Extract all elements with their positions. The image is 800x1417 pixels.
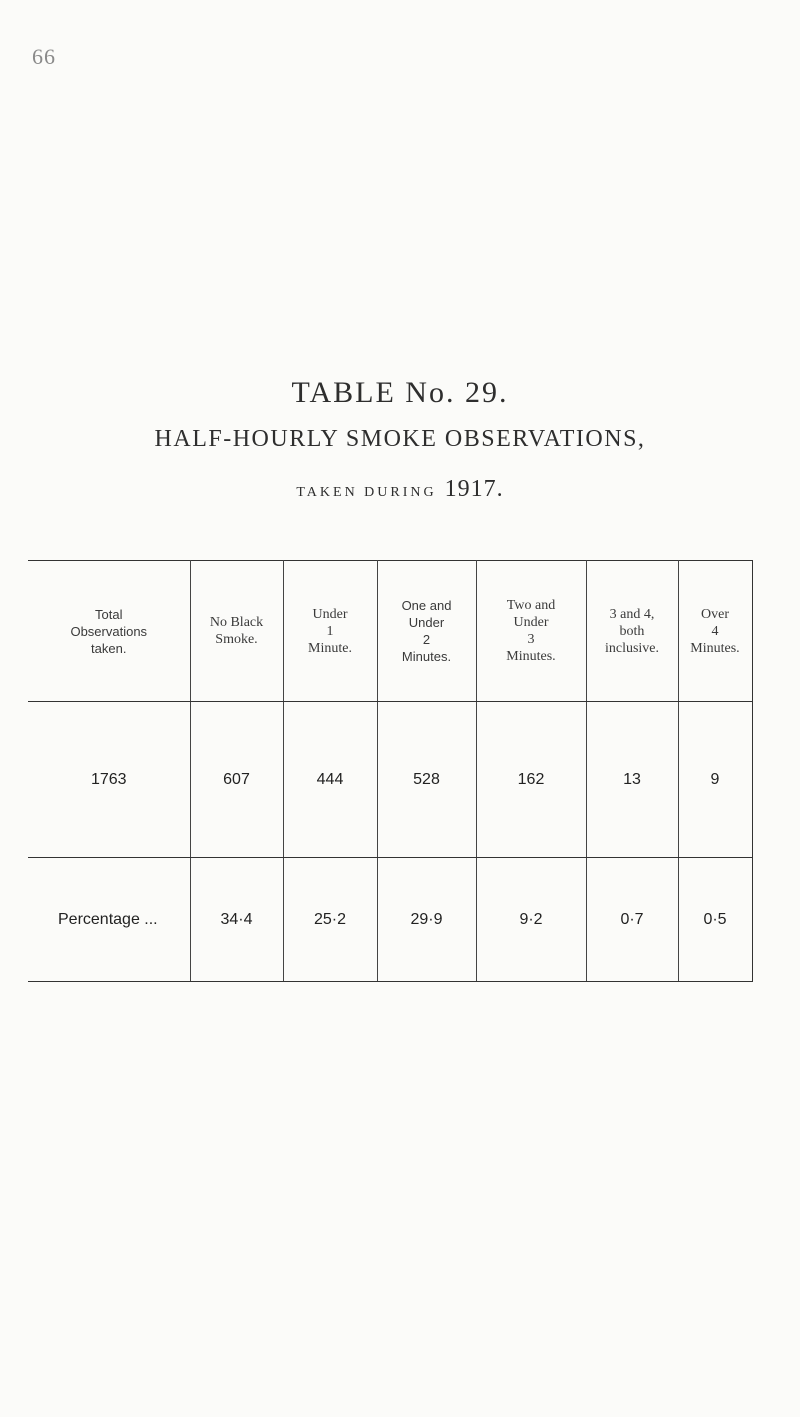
pct-no-black-smoke-cell: 34·4 [190,858,283,982]
table-title: TABLE No. 29. [291,376,509,409]
header-total-observations: Total Observations taken. [28,561,190,702]
percentage-label-cell: Percentage ... [28,858,190,982]
count-two-to-3-cell: 162 [476,702,586,858]
smoke-observations-table [28,560,753,982]
table-subtitle: HALF-HOURLY SMOKE OBSERVATIONS, [154,426,646,452]
percentage-row [28,858,752,982]
count-under-1-cell: 444 [283,702,377,858]
count-one-to-2-cell: 528 [377,702,476,858]
period-line [0,476,800,503]
counts-row [28,702,752,858]
count-total-cell: 1763 [28,702,190,858]
header-two-to-3-minutes: Two and Under 3 Minutes. [476,561,586,702]
period-year: 1917. [444,476,504,502]
count-no-black-smoke-cell: 607 [190,702,283,858]
count-3-and-4-cell: 13 [586,702,678,858]
pct-one-to-2-cell: 29·9 [377,858,476,982]
header-under-1-minute: Under 1 Minute. [283,561,377,702]
count-over-4-cell: 9 [678,702,752,858]
pct-two-to-3-cell: 9·2 [476,858,586,982]
header-3-and-4-inclusive: 3 and 4, both inclusive. [586,561,678,702]
page-number: 66 [32,44,56,69]
header-one-to-2-minutes: One and Under 2 Minutes. [377,561,476,702]
header-no-black-smoke: No Black Smoke. [190,561,283,702]
pct-3-and-4-cell: 0·7 [586,858,678,982]
pct-over-4-cell: 0·5 [678,858,752,982]
header-over-4-minutes: Over 4 Minutes. [678,561,752,702]
pct-under-1-cell: 25·2 [283,858,377,982]
header-row [28,561,752,702]
period-caption: TAKEN DURING [296,485,437,500]
